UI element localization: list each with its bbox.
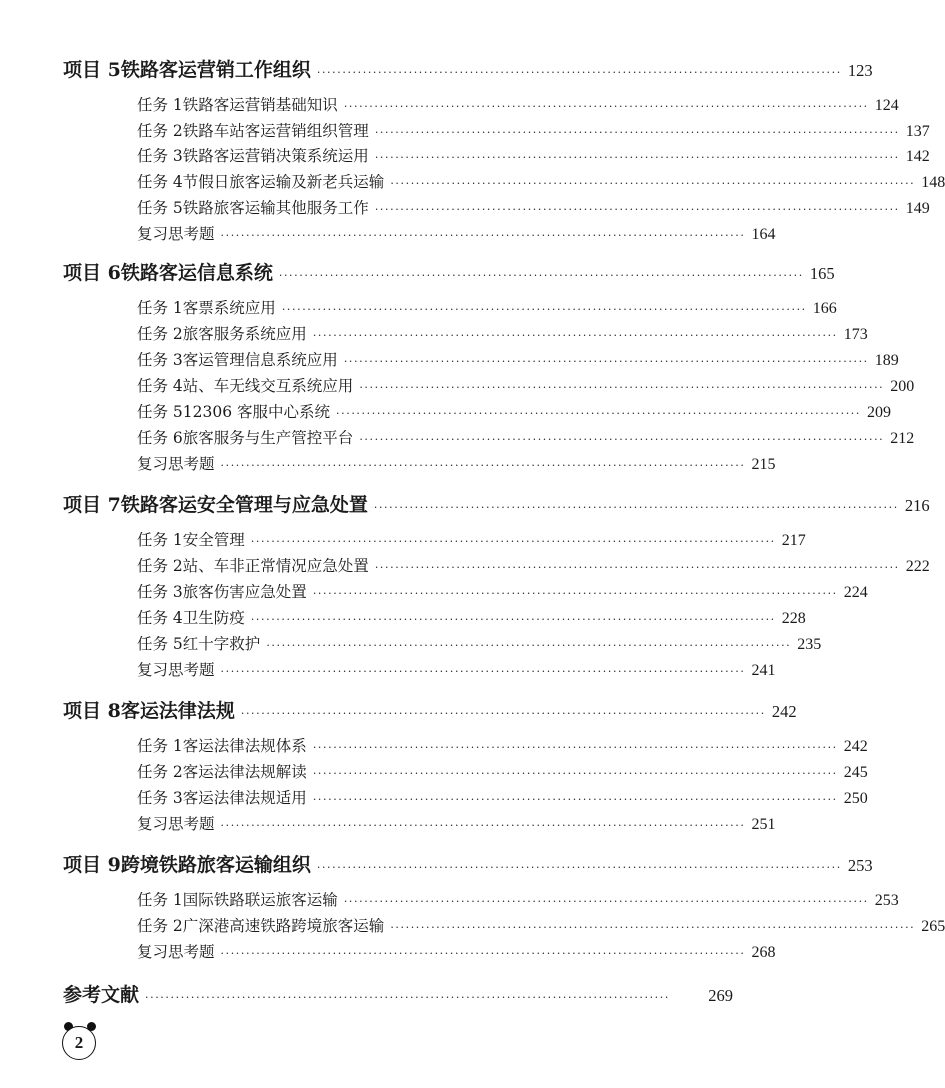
toc-leader-dots: ·······································································································	[312, 329, 838, 342]
toc-leader-dots: ·······································································································	[312, 793, 838, 806]
toc-task-entry	[137, 760, 868, 782]
toc-entry-number: 任务 4	[137, 173, 183, 191]
toc-entry-title: 铁路客运营销基础知识	[182, 96, 338, 114]
toc-entry-number: 任务 5	[137, 403, 183, 421]
toc-task-entry	[137, 93, 899, 115]
toc-entry-page: 212	[890, 430, 915, 447]
toc-entry-title: 安全管理	[182, 531, 245, 549]
toc-entry-title: 节假日旅客运输及新老兵运输	[182, 173, 385, 191]
toc-task-entry	[137, 888, 899, 910]
toc-task-entry	[137, 554, 930, 576]
toc-task-entry	[137, 658, 776, 680]
toc-entry-number: 任务 3	[137, 147, 183, 165]
toc-leader-dots: ·······································································································	[220, 229, 746, 242]
toc-entry-title: 站、车无线交互系统应用	[182, 377, 354, 395]
toc-entry-title: 客运法律法规	[120, 700, 235, 722]
toc-task-entry	[137, 426, 915, 448]
toc-entry-page: 235	[797, 636, 822, 653]
toc-task-entry	[137, 322, 868, 344]
toc-task-entry	[137, 400, 891, 422]
toc-task-entry	[137, 374, 915, 396]
toc-leader-dots: ·······································································································	[220, 459, 746, 472]
toc-leader-dots: ·······································································································	[336, 407, 861, 420]
toc-entry-title: 客运法律法规适用	[182, 789, 307, 807]
toc-task-entry	[137, 170, 945, 192]
toc-entry-title: 复习思考题	[137, 661, 215, 679]
toc-entry-page: 166	[812, 300, 837, 317]
toc-entry-number: 任务 3	[137, 351, 183, 369]
toc-entry-title: 跨境铁路旅客运输组织	[120, 854, 311, 876]
toc-entry-title: 旅客伤害应急处置	[182, 583, 307, 601]
toc-entry-page: 222	[905, 558, 930, 575]
toc-entry-title: 红十字救护	[182, 635, 261, 653]
toc-task-entry	[137, 580, 868, 602]
toc-leader-dots: ·······································································································	[220, 819, 746, 832]
toc-entry-title: 复习思考题	[137, 815, 215, 833]
toc-entry-title: 客票系统应用	[182, 299, 276, 317]
toc-entry-number: 任务 2	[137, 122, 183, 140]
toc-entry-page: 164	[751, 226, 776, 243]
toc-task-entry	[137, 940, 776, 962]
toc-entry-title: 复习思考题	[137, 455, 215, 473]
toc-entry-title: 复习思考题	[137, 225, 215, 243]
toc-leader-dots: ·······································································································	[240, 707, 766, 720]
toc-leader-dots: ·······································································································	[343, 355, 869, 368]
toc-leader-dots: ·······································································································	[145, 991, 670, 1004]
toc-entry-title: 12306 客服中心系统	[182, 403, 331, 421]
toc-entry-page: 217	[781, 532, 806, 549]
toc-leader-dots: ·······································································································	[250, 535, 776, 548]
toc-entry-number: 任务 2	[137, 763, 183, 781]
toc-entry-title: 卫生防疫	[182, 609, 245, 627]
toc-entry-title: 旅客服务与生产管控平台	[182, 429, 354, 447]
toc-task-entry	[137, 196, 930, 218]
toc-leader-dots: ·······································································································	[316, 861, 842, 874]
toc-leader-dots: ·······································································································	[281, 303, 807, 316]
toc-leader-dots: ·······································································································	[374, 561, 900, 574]
toc-entry-page: 228	[781, 610, 806, 627]
toc-task-entry	[137, 914, 945, 936]
toc-entry-page: 242	[771, 702, 797, 721]
toc-entry-page: 215	[751, 456, 776, 473]
toc-entry-number: 项目 6	[63, 262, 121, 284]
toc-task-entry	[137, 734, 868, 756]
toc-entry-page: 224	[843, 584, 868, 601]
toc-entry-page: 142	[905, 148, 930, 165]
toc-entry-page: 241	[751, 662, 776, 679]
toc-entry-number: 任务 5	[137, 635, 183, 653]
toc-leader-dots: ·······································································································	[266, 639, 792, 652]
toc-project-entry	[63, 55, 873, 82]
toc-entry-page: 216	[904, 496, 930, 515]
toc-entry-page: 265	[921, 918, 945, 935]
toc-entry-title: 复习思考题	[137, 943, 215, 961]
toc-task-entry	[137, 144, 930, 166]
toc-leader-dots: ·······································································································	[374, 151, 900, 164]
toc-entry-title: 客运管理信息系统应用	[182, 351, 338, 369]
toc-entry-page: 149	[905, 200, 930, 217]
toc-entry-title: 客运法律法规解读	[182, 763, 307, 781]
toc-task-entry	[137, 119, 930, 141]
toc-leader-dots: ·······································································································	[374, 126, 900, 139]
toc-leader-dots: ·······································································································	[343, 100, 869, 113]
toc-leader-dots: ·······································································································	[374, 203, 900, 216]
toc-entry-title: 铁路客运营销工作组织	[120, 59, 311, 81]
toc-leader-dots: ·······································································································	[390, 177, 916, 190]
toc-entry-page: 173	[843, 326, 868, 343]
toc-entry-page: 253	[847, 856, 873, 875]
toc-entry-page: 250	[843, 790, 868, 807]
toc-entry-number: 任务 1	[137, 96, 183, 114]
toc-leader-dots: ·······································································································	[390, 921, 916, 934]
toc-entry-number: 项目 5	[63, 59, 121, 81]
toc-entry-page: 123	[847, 61, 873, 80]
toc-entry-number: 任务 1	[137, 891, 183, 909]
toc-leader-dots: ·······································································································	[220, 665, 746, 678]
toc-entry-number: 任务 6	[137, 429, 183, 447]
toc-leader-dots: ·······································································································	[312, 767, 838, 780]
toc-entry-number: 项目 8	[63, 700, 121, 722]
toc-entry-title: 铁路客运信息系统	[120, 262, 273, 284]
toc-entry-title: 铁路旅客运输其他服务工作	[182, 199, 369, 217]
page-number-badge	[60, 1022, 100, 1062]
toc-task-entry	[137, 222, 776, 244]
toc-project-entry	[63, 980, 733, 1007]
toc-entry-title: 旅客服务系统应用	[182, 325, 307, 343]
toc-entry-number: 任务 3	[137, 789, 183, 807]
toc-entry-page: 137	[905, 123, 930, 140]
toc-entry-number: 任务 1	[137, 531, 183, 549]
toc-entry-page: 165	[809, 264, 835, 283]
toc-entry-page: 242	[843, 738, 868, 755]
toc-task-entry	[137, 786, 868, 808]
toc-entry-number: 任务 3	[137, 583, 183, 601]
toc-entry-number: 任务 2	[137, 325, 183, 343]
toc-entry-number: 任务 1	[137, 299, 183, 317]
toc-entry-page: 268	[751, 944, 776, 961]
toc-task-entry	[137, 606, 806, 628]
toc-entry-number: 任务 1	[137, 737, 183, 755]
toc-project-entry	[63, 258, 835, 285]
toc-entry-title: 站、车非正常情况应急处置	[182, 557, 369, 575]
toc-entry-page: 253	[874, 892, 899, 909]
toc-task-entry	[137, 348, 899, 370]
toc-leader-dots: ·······································································································	[373, 501, 899, 514]
toc-entry-title: 客运法律法规体系	[182, 737, 307, 755]
toc-entry-page: 200	[890, 378, 915, 395]
toc-entry-number: 任务 2	[137, 557, 183, 575]
page-number: 2	[62, 1026, 96, 1060]
toc-task-entry	[137, 528, 806, 550]
toc-entry-page: 189	[874, 352, 899, 369]
toc-leader-dots: ·······································································································	[316, 66, 842, 79]
toc-entry-title: 参考文献	[63, 984, 140, 1006]
toc-entry-number: 项目 9	[63, 854, 121, 876]
toc-entry-page: 209	[867, 404, 891, 421]
toc-leader-dots: ·······································································································	[250, 613, 776, 626]
toc-entry-page: 269	[708, 986, 733, 1005]
toc-entry-title: 铁路客运安全管理与应急处置	[120, 494, 368, 516]
toc-task-entry	[137, 452, 776, 474]
toc-leader-dots: ·······································································································	[278, 269, 804, 282]
toc-entry-number: 任务 4	[137, 377, 183, 395]
toc-project-entry	[63, 850, 873, 877]
toc-task-entry	[137, 296, 837, 318]
toc-entry-page: 124	[874, 97, 899, 114]
toc-leader-dots: ·······································································································	[312, 741, 838, 754]
toc-entry-page: 251	[751, 816, 776, 833]
toc-entry-number: 任务 4	[137, 609, 183, 627]
toc-task-entry	[137, 812, 776, 834]
toc-project-entry	[63, 490, 930, 517]
toc-entry-page: 148	[921, 174, 945, 191]
toc-leader-dots: ·······································································································	[312, 587, 838, 600]
toc-leader-dots: ·······································································································	[220, 947, 746, 960]
toc-entry-title: 国际铁路联运旅客运输	[182, 891, 338, 909]
toc-entry-number: 任务 5	[137, 199, 183, 217]
toc-entry-page: 245	[843, 764, 868, 781]
toc-task-entry	[137, 632, 822, 654]
toc-entry-number: 项目 7	[63, 494, 121, 516]
toc-leader-dots: ·······································································································	[359, 381, 885, 394]
toc-entry-title: 铁路客运营销决策系统运用	[182, 147, 369, 165]
toc-entry-title: 广深港高速铁路跨境旅客运输	[182, 917, 385, 935]
toc-leader-dots: ·······································································································	[359, 433, 885, 446]
toc-leader-dots: ·······································································································	[343, 895, 869, 908]
toc-project-entry	[63, 696, 797, 723]
toc-entry-title: 铁路车站客运营销组织管理	[182, 122, 369, 140]
toc-entry-number: 任务 2	[137, 917, 183, 935]
